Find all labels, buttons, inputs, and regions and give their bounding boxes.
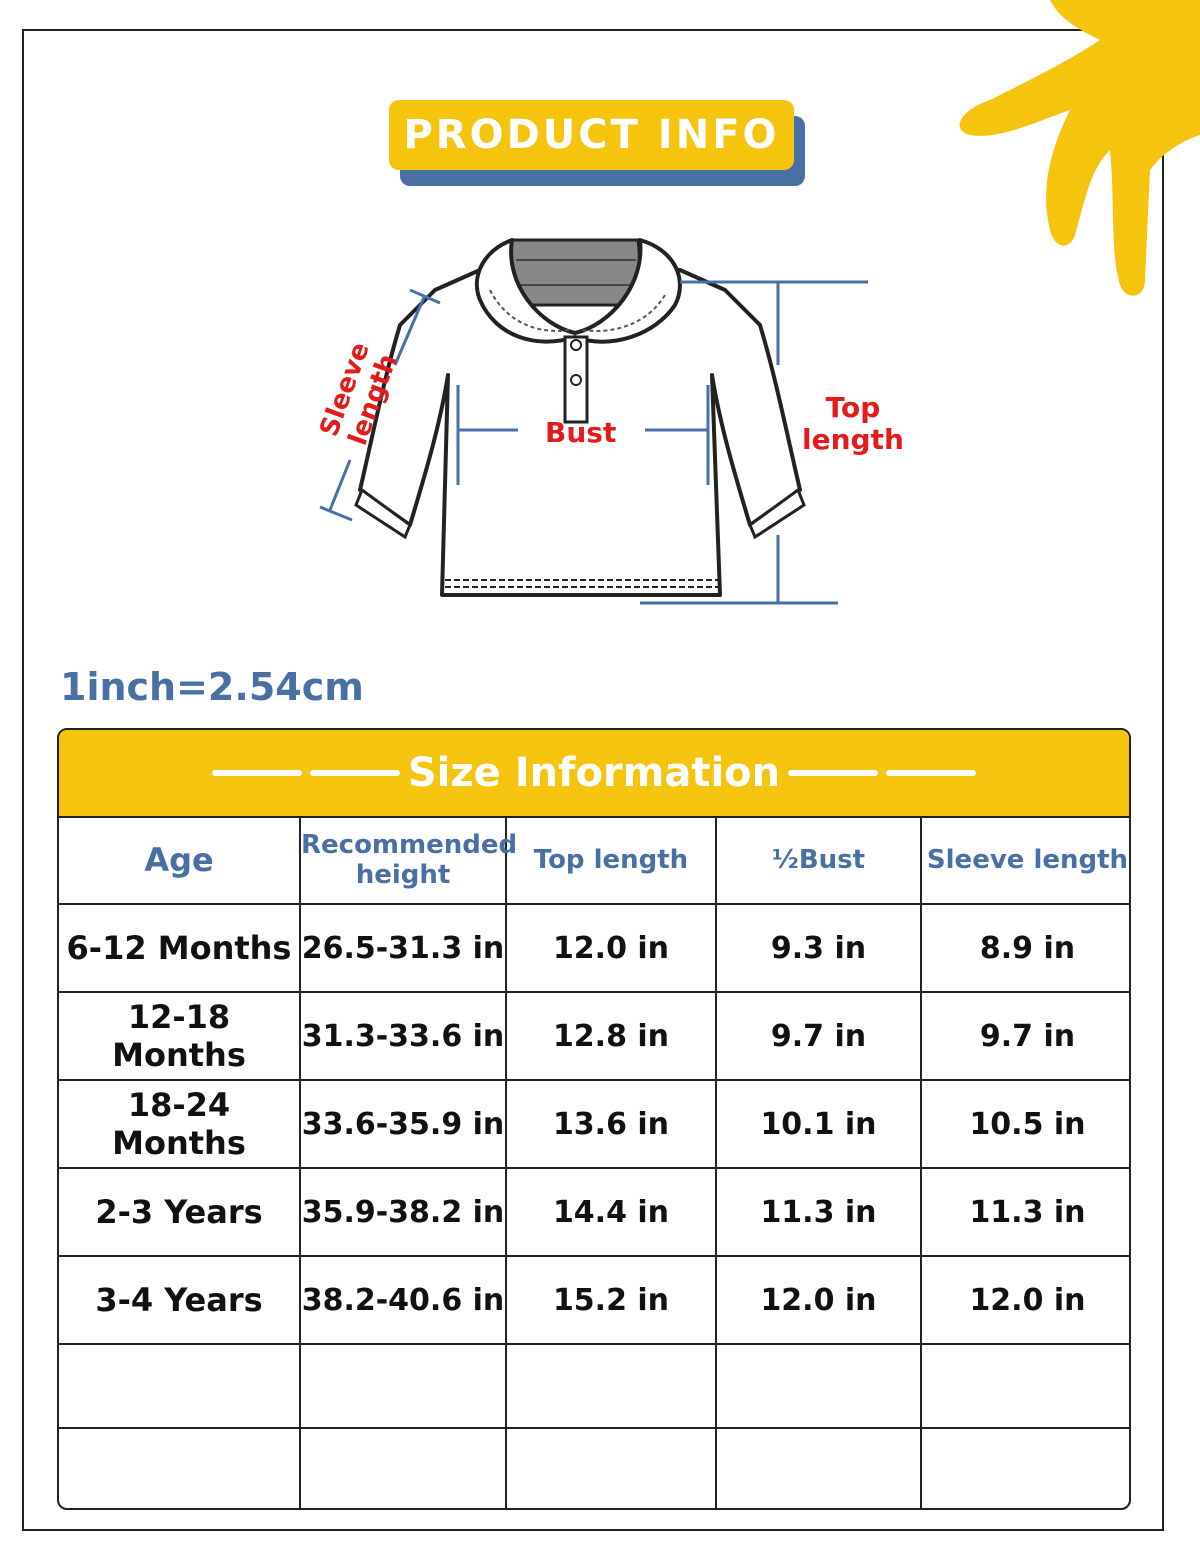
- table-row: [59, 904, 1131, 992]
- empty-cell: [59, 1428, 300, 1510]
- cell-height: 26.5-31.3 in: [300, 904, 506, 992]
- cell-bust: 9.7 in: [716, 992, 921, 1080]
- cell-height: 31.3-33.6 in: [300, 992, 506, 1080]
- empty-cell: [716, 1344, 921, 1428]
- cell-sleeve-length: 10.5 in: [921, 1080, 1131, 1168]
- size-table-title-bar: [59, 730, 1129, 818]
- column-header-top-length: Top length: [506, 818, 716, 904]
- cell-top-length: 13.6 in: [506, 1080, 716, 1168]
- empty-cell: [300, 1428, 506, 1510]
- cell-age: 2-3 Years: [59, 1168, 300, 1256]
- table-header-row: [59, 818, 1131, 904]
- header-title: PRODUCT INFO: [403, 112, 780, 158]
- size-table-title: Size Information: [407, 750, 781, 796]
- cell-age: 3-4 Years: [59, 1256, 300, 1344]
- top-length-label-line2: length: [802, 423, 904, 457]
- cell-age: 12-18 Months: [59, 992, 300, 1080]
- cell-age: 18-24 Months: [59, 1080, 300, 1168]
- empty-cell: [921, 1344, 1131, 1428]
- dash-decoration: [212, 770, 302, 776]
- column-header-age: Age: [59, 818, 300, 904]
- column-header-height: Recommended height: [300, 818, 506, 904]
- cell-top-length: 12.0 in: [506, 904, 716, 992]
- cell-bust: 10.1 in: [716, 1080, 921, 1168]
- empty-cell: [716, 1428, 921, 1510]
- dash-decoration: [310, 770, 400, 776]
- bust-label: Bust: [545, 416, 617, 449]
- cell-bust: 9.3 in: [716, 904, 921, 992]
- top-length-label-line1: Top: [825, 391, 881, 424]
- empty-cell: [921, 1428, 1131, 1510]
- cell-sleeve-length: 9.7 in: [921, 992, 1131, 1080]
- sleeve-length-label: Sleeve length: [314, 338, 404, 450]
- empty-cell: [506, 1344, 716, 1428]
- empty-cell: [300, 1344, 506, 1428]
- dash-decoration: [886, 770, 976, 776]
- cell-top-length: 14.4 in: [506, 1168, 716, 1256]
- table-row: [59, 1080, 1131, 1168]
- cell-bust: 12.0 in: [716, 1256, 921, 1344]
- cell-height: 35.9-38.2 in: [300, 1168, 506, 1256]
- column-header-sleeve-length: Sleeve length: [921, 818, 1131, 904]
- cell-top-length: 12.8 in: [506, 992, 716, 1080]
- cell-height: 38.2-40.6 in: [300, 1256, 506, 1344]
- table-row: [59, 1168, 1131, 1256]
- empty-cell: [59, 1344, 300, 1428]
- size-table: [57, 728, 1131, 1510]
- column-header-bust: ½Bust: [716, 818, 921, 904]
- cell-sleeve-length: 11.3 in: [921, 1168, 1131, 1256]
- paint-splash-icon: [950, 0, 1200, 300]
- table-row: [59, 992, 1131, 1080]
- empty-cell: [506, 1428, 716, 1510]
- top-length-label: [802, 392, 904, 456]
- cell-age: 6-12 Months: [59, 904, 300, 992]
- table-row-empty: [59, 1428, 1131, 1510]
- cell-top-length: 15.2 in: [506, 1256, 716, 1344]
- cell-sleeve-length: 12.0 in: [921, 1256, 1131, 1344]
- cell-height: 33.6-35.9 in: [300, 1080, 506, 1168]
- table-row-empty: [59, 1344, 1131, 1428]
- table-row: [59, 1256, 1131, 1344]
- cell-sleeve-length: 8.9 in: [921, 904, 1131, 992]
- dash-decoration: [788, 770, 878, 776]
- cell-bust: 11.3 in: [716, 1168, 921, 1256]
- unit-conversion: 1inch=2.54cm: [60, 665, 364, 709]
- size-table-grid: [59, 818, 1131, 1510]
- header-banner: [389, 100, 794, 170]
